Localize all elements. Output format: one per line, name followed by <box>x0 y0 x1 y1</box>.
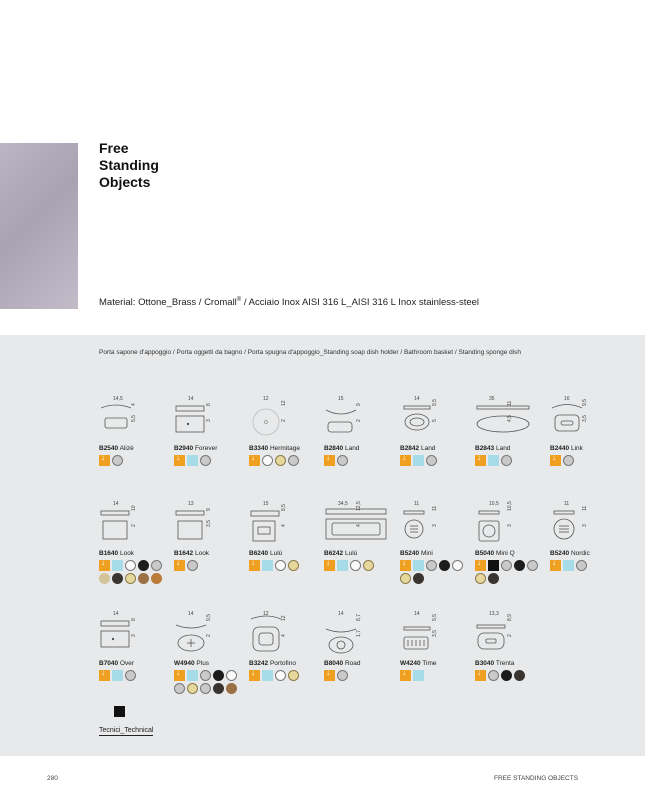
inox-finish-icon[interactable] <box>550 455 561 466</box>
product-drawing <box>475 392 545 444</box>
blue-finish-icon[interactable] <box>413 670 424 681</box>
gold-finish-icon[interactable] <box>125 573 136 584</box>
chrome-finish-icon[interactable] <box>151 560 162 571</box>
finish-swatches <box>475 670 545 681</box>
gold-finish-icon[interactable] <box>288 560 299 571</box>
product-code: B6240 <box>249 550 269 557</box>
product-code: B3242 <box>249 660 269 667</box>
product-name: Land <box>494 445 511 452</box>
inox-finish-icon[interactable] <box>475 455 486 466</box>
dimension-label: 12 <box>281 615 287 621</box>
gold-finish-icon[interactable] <box>288 670 299 681</box>
material-line <box>99 297 479 308</box>
dimension-label: 8,5 <box>281 504 287 511</box>
chrome-finish-icon[interactable] <box>288 455 299 466</box>
product-drawing <box>174 392 244 444</box>
dimension-label: 16 <box>564 396 570 402</box>
dimension-label: 9 <box>356 403 362 406</box>
product-code: B2940 <box>174 445 194 452</box>
inox-finish-icon[interactable] <box>400 560 411 571</box>
chrome-finish-icon[interactable] <box>337 670 348 681</box>
inox-finish-icon[interactable] <box>400 455 411 466</box>
dimension-label: 12,5 <box>356 501 362 511</box>
product-label <box>475 660 514 667</box>
dimension-label: 3 <box>206 419 212 422</box>
chrome-finish-icon[interactable] <box>563 455 574 466</box>
chrome-finish-icon[interactable] <box>527 560 538 571</box>
product-name: Alizè <box>118 445 134 452</box>
white-finish-icon[interactable] <box>125 560 136 571</box>
dimension-label: 11 <box>507 400 513 406</box>
blue-finish-icon[interactable] <box>413 560 424 571</box>
inox-finish-icon[interactable] <box>324 670 335 681</box>
dimension-label: 3 <box>507 524 513 527</box>
product-label <box>400 550 433 557</box>
finish-swatches <box>324 560 394 571</box>
product-label <box>475 445 510 452</box>
finish-swatches <box>550 560 620 571</box>
dimension-label: 14,5 <box>113 396 123 402</box>
dimension-label: 14 <box>414 396 420 402</box>
dimension-label: 4 <box>281 634 287 637</box>
product-drawing <box>249 607 319 659</box>
white-finish-icon[interactable] <box>350 560 361 571</box>
blue-finish-icon[interactable] <box>413 455 424 466</box>
product-code: B2540 <box>99 445 119 452</box>
gun-finish-icon[interactable] <box>514 670 525 681</box>
product-name: Hermitage <box>268 445 300 452</box>
product-name: Portofino <box>268 660 296 667</box>
registered-mark: ® <box>236 297 242 303</box>
dimension-label: 10 <box>131 505 137 511</box>
dimension-label: 35 <box>489 396 495 402</box>
finish-swatches <box>400 455 470 466</box>
dimension-label: 14 <box>113 501 119 507</box>
gold-finish-icon[interactable] <box>363 560 374 571</box>
product-code: B3340 <box>249 445 269 452</box>
gold-finish-icon[interactable] <box>187 683 198 694</box>
dimension-label: 3,5 <box>432 630 438 637</box>
chrome-finish-icon[interactable] <box>337 455 348 466</box>
dimension-label: 11 <box>414 501 420 507</box>
title-line-2: Standing <box>99 157 159 173</box>
dimension-label: 8 <box>206 403 212 406</box>
product-card[interactable] <box>400 607 470 707</box>
gun-finish-icon[interactable] <box>112 573 123 584</box>
black-finish-icon[interactable] <box>138 560 149 571</box>
product-label <box>324 445 359 452</box>
chrome-finish-icon[interactable] <box>200 455 211 466</box>
dimension-label: 9,5 <box>582 399 588 406</box>
blue-finish-icon[interactable] <box>563 560 574 571</box>
black-finish-icon[interactable] <box>514 560 525 571</box>
product-card[interactable] <box>475 392 545 492</box>
blue-finish-icon[interactable] <box>488 455 499 466</box>
dimension-label: 9,5 <box>432 399 438 406</box>
product-code: B5240 <box>400 550 420 557</box>
dimension-label: 15 <box>338 396 344 402</box>
dimension-label: 11 <box>564 501 570 507</box>
product-drawing <box>475 607 545 659</box>
product-code: B8040 <box>324 660 344 667</box>
chrome-finish-icon[interactable] <box>426 560 437 571</box>
product-name: Land <box>343 445 360 452</box>
black-finish-icon[interactable] <box>213 670 224 681</box>
product-drawing <box>400 607 470 659</box>
finish-swatches <box>324 670 394 681</box>
product-label <box>475 550 515 557</box>
chrome-finish-icon[interactable] <box>488 670 499 681</box>
gun-finish-icon[interactable] <box>213 683 224 694</box>
product-label <box>99 445 134 452</box>
product-drawing <box>174 607 244 659</box>
product-name: Trenta <box>494 660 515 667</box>
dimension-label: 11 <box>582 505 588 511</box>
brass-finish-icon[interactable] <box>99 573 110 584</box>
product-name: Time <box>420 660 437 667</box>
inox-finish-icon[interactable] <box>174 455 185 466</box>
product-card[interactable] <box>99 497 169 597</box>
product-card[interactable] <box>550 392 620 492</box>
product-drawing <box>249 497 319 549</box>
dimension-label: 12 <box>263 396 269 402</box>
product-card[interactable] <box>99 607 169 707</box>
technical-link[interactable]: Tecnici_Technical <box>99 727 154 734</box>
inox-finish-icon[interactable] <box>174 560 185 571</box>
product-label <box>400 445 435 452</box>
product-name: Lulù <box>343 550 358 557</box>
finish-swatches <box>249 560 319 571</box>
dimension-label: 2 <box>356 419 362 422</box>
chrome-finish-icon[interactable] <box>187 560 198 571</box>
finish-swatches <box>249 455 319 466</box>
product-drawing <box>550 497 620 549</box>
white-finish-icon[interactable] <box>262 455 273 466</box>
chrome-finish-icon[interactable] <box>174 683 185 694</box>
blacksq-finish-icon[interactable] <box>488 560 499 571</box>
finish-swatches <box>475 560 545 584</box>
chrome-finish-icon[interactable] <box>200 683 211 694</box>
inox-finish-icon[interactable] <box>99 670 110 681</box>
product-name: Land <box>419 445 436 452</box>
dimension-label: 10,5 <box>507 501 513 511</box>
dimension-label: 34,5 <box>338 501 348 507</box>
finish-swatches <box>400 670 470 681</box>
dimension-label: 2 <box>131 524 137 527</box>
product-name: Forever <box>193 445 218 452</box>
product-code: B6242 <box>324 550 344 557</box>
chrome-finish-icon[interactable] <box>501 560 512 571</box>
blue-finish-icon[interactable] <box>112 670 123 681</box>
dimension-label: 4 <box>131 403 137 406</box>
chrome-finish-icon[interactable] <box>125 670 136 681</box>
title-line-3: Objects <box>99 174 151 190</box>
dimension-label: 14 <box>188 396 194 402</box>
chrome-finish-icon[interactable] <box>200 670 211 681</box>
material-swatch <box>0 143 78 309</box>
product-code: B5240 <box>550 550 570 557</box>
product-label <box>324 550 357 557</box>
gun-finish-icon[interactable] <box>413 573 424 584</box>
dimension-label: 2 <box>281 419 287 422</box>
gold-finish-icon[interactable] <box>400 573 411 584</box>
chrome-finish-icon[interactable] <box>501 455 512 466</box>
finish-swatches <box>324 455 394 466</box>
product-name: Mini <box>419 550 433 557</box>
dimension-label: 4 <box>281 524 287 527</box>
product-label <box>99 660 134 667</box>
product-card[interactable] <box>249 607 319 707</box>
gun-finish-icon[interactable] <box>488 573 499 584</box>
chrome-finish-icon[interactable] <box>112 455 123 466</box>
chrome-finish-icon[interactable] <box>426 455 437 466</box>
dimension-label: 3,5 <box>206 520 212 527</box>
dimension-label: 14 <box>338 611 344 617</box>
product-drawing <box>324 392 394 444</box>
finish-swatches <box>99 455 169 466</box>
dimension-label: 1,7 <box>356 630 362 637</box>
product-code: B7040 <box>99 660 119 667</box>
product-card[interactable] <box>475 497 545 597</box>
inox-finish-icon[interactable] <box>249 560 260 571</box>
finish-swatches <box>174 560 244 571</box>
product-card[interactable] <box>324 497 394 597</box>
dimension-label: 14 <box>113 611 119 617</box>
dimension-label: 2 <box>507 634 513 637</box>
product-drawing <box>99 607 169 659</box>
product-label <box>174 550 209 557</box>
dimension-label: 11 <box>432 505 438 511</box>
product-code: B5040 <box>475 550 495 557</box>
dimension-label: 5 <box>432 419 438 422</box>
product-label <box>174 660 209 667</box>
dimension-label: 3 <box>432 524 438 527</box>
product-name: Over <box>118 660 135 667</box>
product-card[interactable] <box>324 392 394 492</box>
product-code: B2843 <box>475 445 495 452</box>
dimension-label: 12 <box>281 400 287 406</box>
product-card[interactable] <box>174 392 244 492</box>
material-text-rest: / Acciaio Inox AISI 316 L_AISI 316 L Inox stainless-steel <box>241 297 480 309</box>
product-label <box>324 660 361 667</box>
product-drawing <box>550 392 620 444</box>
inox-finish-icon[interactable] <box>324 455 335 466</box>
product-drawing <box>99 497 169 549</box>
finish-swatches <box>174 670 244 694</box>
product-card[interactable] <box>99 392 169 492</box>
product-label <box>249 660 296 667</box>
dimension-label: 15 <box>263 501 269 507</box>
product-code: B1642 <box>174 550 194 557</box>
white-finish-icon[interactable] <box>226 670 237 681</box>
finish-swatches <box>99 670 169 681</box>
product-code: B2440 <box>550 445 570 452</box>
product-card[interactable] <box>324 607 394 707</box>
white-finish-icon[interactable] <box>275 670 286 681</box>
product-card[interactable] <box>174 607 244 707</box>
product-card[interactable] <box>475 607 545 707</box>
product-name: Plus <box>194 660 210 667</box>
dimension-label: 9 <box>206 508 212 511</box>
inox-finish-icon[interactable] <box>475 670 486 681</box>
product-label <box>99 550 134 557</box>
product-drawing <box>400 497 470 549</box>
products-section <box>0 335 645 756</box>
finish-swatches <box>174 455 244 466</box>
product-drawing <box>324 497 394 549</box>
finish-swatches <box>249 670 319 681</box>
dimension-label: 4,5 <box>507 415 513 422</box>
dimension-label: 13,3 <box>489 611 499 617</box>
inox-finish-icon[interactable] <box>249 670 260 681</box>
dimension-label: 8 <box>131 618 137 621</box>
bronze-finish-icon[interactable] <box>226 683 237 694</box>
product-code: W4940 <box>174 660 195 667</box>
blue-finish-icon[interactable] <box>262 670 273 681</box>
page-title <box>99 140 159 191</box>
white-finish-icon[interactable] <box>452 560 463 571</box>
product-name: Look <box>193 550 210 557</box>
product-card[interactable] <box>400 392 470 492</box>
dimension-label: 13 <box>188 501 194 507</box>
product-code: B1640 <box>99 550 119 557</box>
black-finish-swatch <box>114 706 125 717</box>
product-code: B2842 <box>400 445 420 452</box>
dimension-label: 14 <box>188 611 194 617</box>
finish-swatches <box>99 560 169 584</box>
gold-finish-icon[interactable] <box>475 573 486 584</box>
finish-swatches <box>400 560 470 584</box>
footer-section-title: FREE STANDING OBJECTS <box>494 775 579 782</box>
product-drawing <box>324 607 394 659</box>
white-finish-icon[interactable] <box>275 560 286 571</box>
inox-finish-icon[interactable] <box>550 560 561 571</box>
blue-finish-icon[interactable] <box>262 560 273 571</box>
product-drawing <box>174 497 244 549</box>
dimension-label: 14 <box>414 611 420 617</box>
inox-finish-icon[interactable] <box>174 670 185 681</box>
product-code: B2840 <box>324 445 344 452</box>
product-label <box>249 550 282 557</box>
finish-swatches <box>550 455 620 466</box>
product-card[interactable] <box>174 497 244 597</box>
dimension-label: 3,5 <box>582 415 588 422</box>
product-drawing <box>400 392 470 444</box>
chrome-finish-icon[interactable] <box>576 560 587 571</box>
blue-finish-icon[interactable] <box>187 455 198 466</box>
dimension-label: 4 <box>356 524 362 527</box>
product-card[interactable] <box>400 497 470 597</box>
inox-finish-icon[interactable] <box>475 560 486 571</box>
product-drawing <box>99 392 169 444</box>
blue-finish-icon[interactable] <box>187 670 198 681</box>
product-name: Road <box>343 660 361 667</box>
dimension-label: 12 <box>263 611 269 617</box>
title-line-1: Free <box>99 140 129 156</box>
inox-finish-icon[interactable] <box>324 560 335 571</box>
product-name: Link <box>569 445 583 452</box>
product-label <box>249 445 300 452</box>
blue-finish-icon[interactable] <box>112 560 123 571</box>
dimension-label: 3 <box>582 524 588 527</box>
product-name: Mini Q <box>494 550 515 557</box>
product-label <box>550 550 590 557</box>
product-label <box>400 660 437 667</box>
product-name: Nordic <box>569 550 590 557</box>
product-drawing <box>475 497 545 549</box>
copper-finish-icon[interactable] <box>151 573 162 584</box>
dimension-label: 8,9 <box>507 614 513 621</box>
product-drawing <box>249 392 319 444</box>
dimension-label: 2 <box>206 634 212 637</box>
dimension-label: 9,5 <box>432 614 438 621</box>
blue-finish-icon[interactable] <box>337 560 348 571</box>
inox-finish-icon[interactable] <box>99 455 110 466</box>
dimension-label: 5,5 <box>131 415 137 422</box>
section-subtitle: Porta sapone d'appoggio / Porta oggetti da bagno / Porta spugna d'appoggio_Standing soap dish holder / Bathroom basket / Standing sponge dish <box>99 349 522 356</box>
inox-finish-icon[interactable] <box>99 560 110 571</box>
dimension-label: 3 <box>131 634 137 637</box>
product-code: W4240 <box>400 660 421 667</box>
product-card[interactable] <box>550 497 620 597</box>
product-card[interactable] <box>249 392 319 492</box>
gold-finish-icon[interactable] <box>275 455 286 466</box>
product-card[interactable] <box>249 497 319 597</box>
product-name: Lulù <box>268 550 283 557</box>
inox-finish-icon[interactable] <box>249 455 260 466</box>
product-label <box>174 445 217 452</box>
inox-finish-icon[interactable] <box>400 670 411 681</box>
product-code: B3040 <box>475 660 495 667</box>
material-text: Material: Ottone_Brass / Cromall <box>99 297 237 309</box>
product-label <box>550 445 583 452</box>
black-finish-icon[interactable] <box>501 670 512 681</box>
dimension-label: 9,5 <box>206 614 212 621</box>
dimension-label: 8,7 <box>356 614 362 621</box>
dimension-label: 10,5 <box>489 501 499 507</box>
black-finish-icon[interactable] <box>439 560 450 571</box>
product-name: Look <box>118 550 135 557</box>
bronze-finish-icon[interactable] <box>138 573 149 584</box>
page-number: 280 <box>47 775 58 782</box>
finish-swatches <box>475 455 545 466</box>
